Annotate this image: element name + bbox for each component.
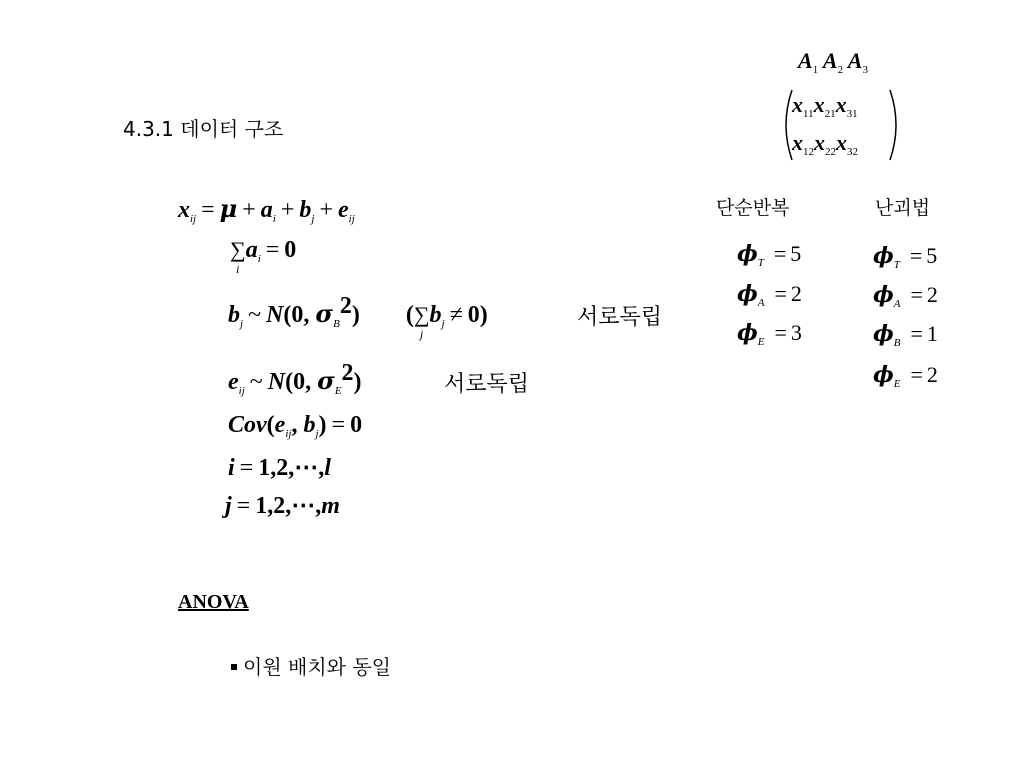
df-left-row-t: $\phi_T = 5$: [737, 241, 802, 269]
model-equation: $x_{ij} = \mu + a_i + b_j + e_{ij}$: [178, 194, 355, 225]
matrix-header: [798, 48, 868, 74]
data-matrix: [778, 48, 904, 164]
i-index-range: i = 1,2,⋯,l: [228, 455, 331, 481]
e-independence-note: 서로독립: [444, 372, 530, 397]
e-distribution: $e_{ij}$ ~ N(0, $\sigma_E^2$): [228, 360, 362, 397]
df-right-row-t: $\phi_T = 5$: [873, 243, 938, 271]
matrix-row-2: $x_{12}x_{22}x_{32}$: [792, 130, 858, 158]
anova-bullet-item: [231, 651, 391, 680]
df-right-row-b: $\phi_B = 1$: [873, 321, 938, 349]
square-bullet-icon: [231, 664, 237, 670]
matrix-header-a3: A: [847, 48, 863, 73]
b-distribution: $b_j$ ~ N(0, $\sigma_B^2$) (∑ j $b_j \ne 0$): [228, 293, 488, 341]
matrix-header-a3-sub: 3: [862, 64, 868, 76]
df-left-row-e: $\phi_E = 3$: [737, 320, 802, 348]
df-right-row-a: $\phi_A = 2$: [873, 282, 938, 310]
matrix-header-a2: A: [822, 48, 838, 73]
matrix-header-a2-sub: 2: [837, 64, 844, 76]
anova-bullet-text: 이원 배치와 동일: [243, 655, 391, 679]
matrix-header-a1: A: [798, 48, 813, 73]
df-right-title: 난괴법: [875, 197, 931, 219]
covariance-equation: $Cov(e_{ij}$, $b_j) = 0$: [228, 412, 363, 440]
sum-a-constraint: ∑ i $a_i = 0$: [230, 237, 297, 276]
j-index-range: j = 1,2,⋯,m: [225, 493, 340, 519]
b-independence-note: 서로독립: [577, 305, 663, 330]
section-heading: 4.3.1 데이터 구조: [123, 117, 284, 141]
anova-title: ANOVA: [178, 591, 249, 613]
matrix-header-a1-sub: 1: [812, 64, 819, 76]
df-right-row-e: $\phi_E = 2$: [873, 362, 938, 390]
df-left-title: 단순반복: [716, 197, 790, 219]
df-left-row-a: $\phi_A = 2$: [737, 281, 802, 309]
matrix-row-1: $x_{11}x_{21}x_{31}$: [792, 92, 858, 120]
